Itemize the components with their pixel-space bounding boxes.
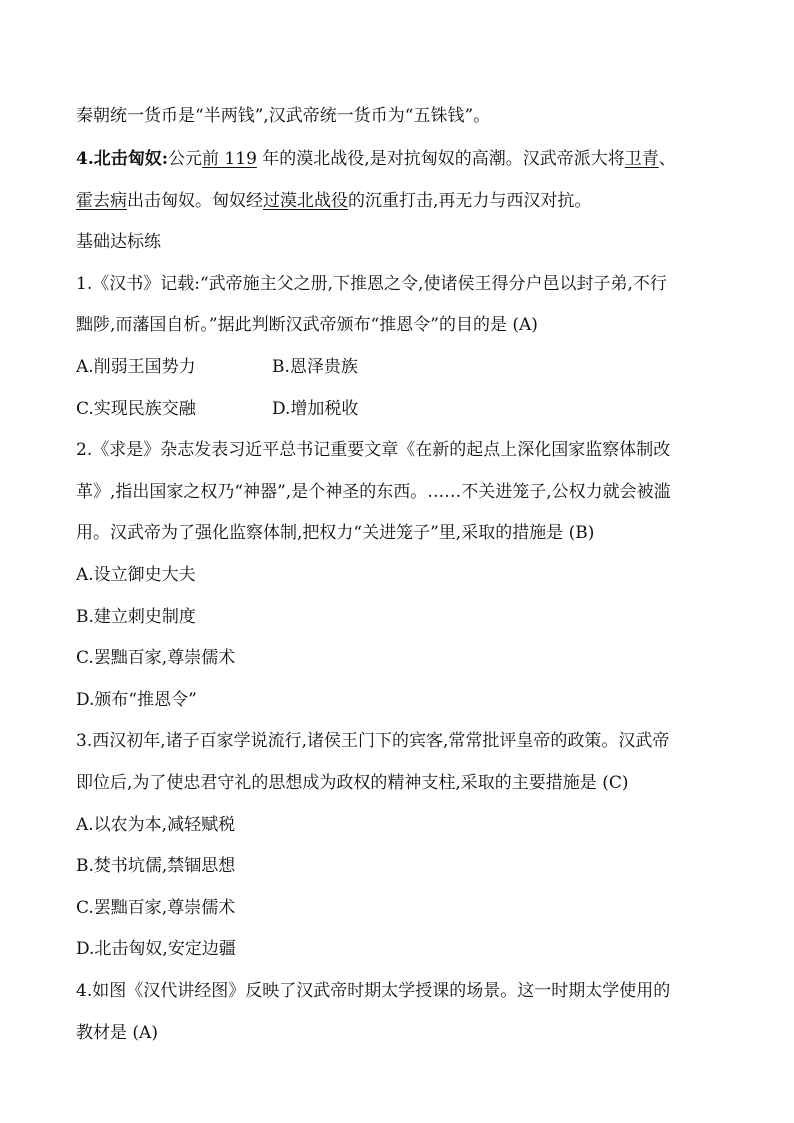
point4-line1: [76, 147, 676, 171]
point4-text: 出击匈奴。匈奴经: [127, 191, 263, 211]
question-1-stem: 黜陟,而藩国自析。”据此判断汉武帝颁布“推恩令”的目的是 (A): [76, 315, 538, 335]
underlined-name-weiqing: 卫青: [624, 149, 659, 169]
question-1-stem: 1.《汉书》记载:“武帝施主父之册,下推恩之令,使诸侯王得分户邑以封子弟,不行: [76, 274, 667, 294]
question-1-option-a: A.削弱王国势力: [76, 357, 196, 377]
question-1-option-b: B.恩泽贵族: [272, 357, 358, 377]
question-2-stem: 革》,指出国家之权乃“神器”,是个神圣的东西。……不关进笼子,公权力就会被滥: [76, 482, 671, 502]
point4-line2: [76, 189, 591, 213]
question-2-stem: 2.《求是》杂志发表习近平总书记重要文章《在新的起点上深化国家监察体制改: [76, 440, 671, 460]
section-title: 基础达标练: [76, 232, 161, 252]
question-3-option-b: B.焚书坑儒,禁锢思想: [76, 856, 236, 876]
question-3-stem: 3.西汉初年,诸子百家学说流行,诸侯王门下的宾客,常常批评皇帝的政策。汉武帝: [76, 731, 670, 751]
question-1-option-d: D.增加税收: [272, 399, 359, 419]
point4-text: 的沉重打击,再无力与西汉对抗。: [348, 191, 592, 211]
underlined-name-huoqubing: 霍去病: [76, 191, 127, 211]
question-2-option-d: D.颁布“推恩令”: [76, 690, 197, 710]
point4-text: 公元: [168, 149, 203, 169]
question-3-option-a: A.以农为本,减轻赋税: [76, 815, 236, 835]
question-4-stem: 教材是 (A): [76, 1023, 158, 1043]
point4-heading: 4.北击匈奴: [76, 149, 162, 169]
intro-line: 秦朝统一货币是“半两钱”,汉武帝统一货币为“五铢钱”。: [76, 106, 491, 126]
underlined-date: 前 119: [202, 149, 257, 169]
point4-text: 、: [658, 149, 676, 169]
point4-colon: :: [161, 149, 169, 169]
underlined-battle: 过漠北战役: [263, 191, 348, 211]
question-2-stem: 用。汉武帝为了强化监察体制,把权力“关进笼子”里,采取的措施是 (B): [76, 523, 595, 543]
question-3-option-c: C.罢黜百家,尊崇儒术: [76, 898, 236, 918]
question-1-option-c: C.实现民族交融: [76, 399, 196, 419]
question-3-option-d: D.北击匈奴,安定边疆: [76, 939, 236, 959]
question-4-stem: 4.如图《汉代讲经图》反映了汉武帝时期太学授课的场景。这一时期太学使用的: [76, 981, 671, 1001]
question-2-option-a: A.设立御史大夫: [76, 565, 196, 585]
question-2-option-b: B.建立刺史制度: [76, 607, 196, 627]
question-2-option-c: C.罢黜百家,尊崇儒术: [76, 648, 236, 668]
question-3-stem: 即位后,为了使忠君守礼的思想成为政权的精神支柱,采取的主要措施是 (C): [76, 773, 629, 793]
point4-text: 年的漠北战役,是对抗匈奴的高潮。汉武帝派大将: [256, 149, 625, 169]
